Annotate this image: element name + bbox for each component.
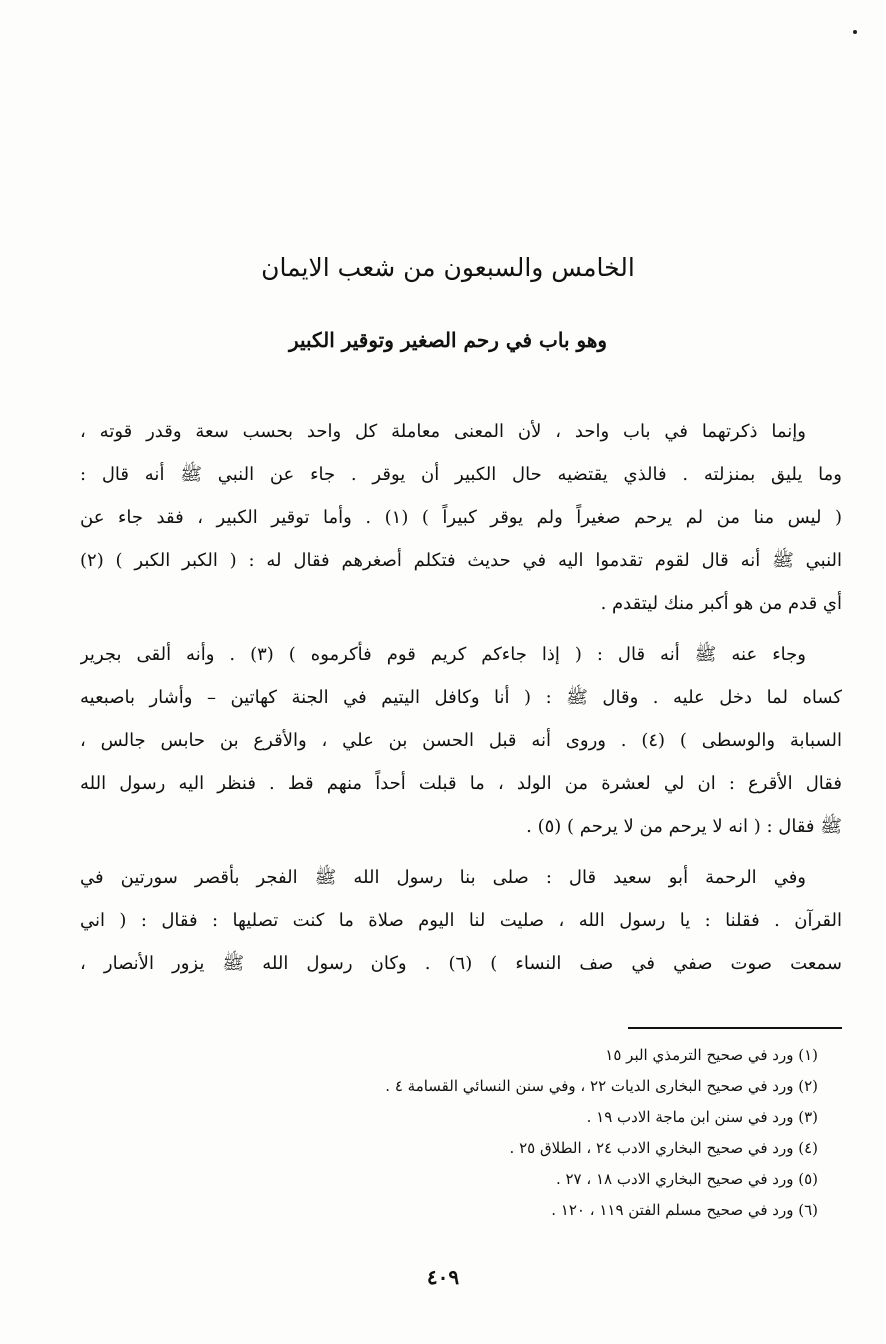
page-speck [853,30,857,34]
text-line: كساه لما دخل عليه . وقال ﷺ : ( أنا وكافل اليتيم في الجنة كهاتين – وأشار باصبعيه [80,687,842,708]
paragraph-3 [80,856,842,985]
text-line: النبي ﷺ أنه قال لقوم تقدموا اليه في حديث فتكلم أصغرهم فقال له : ( الكبر الكبر ) (٢) [80,550,842,571]
footnote: (٣) ورد في سنن ابن ماجة الادب ١٩ . [586,1108,818,1126]
text-line: أي قدم من هو أكبر منك ليتقدم . [600,593,842,614]
text-line: القرآن . فقلنا : يا رسول الله ، صليت لنا اليوم صلاة ما كنت تصليها : فقال : ( اني [80,910,842,931]
body-text [80,410,842,993]
footnotes [220,1040,818,1226]
footnote-divider [628,1027,842,1029]
text-line: ( ليس منا من لم يرحم صغيراً ولم يوقر كبيراً ) (١) . وأما توقير الكبير ، فقد جاء عن [80,507,842,528]
text-line: وإنما ذكرتهما في باب واحد ، لأن المعنى معاملة كل واحد بحسب سعة وقدر قوته ، [80,421,806,442]
text-line: ﷺ فقال : ( انه لا يرحم من لا يرحم ) (٥) . [526,816,842,837]
text-line: سمعت صوت صفي في صف النساء ) (٦) . وكان رسول الله ﷺ يزور الأنصار ، [80,953,842,974]
text-line: وفي الرحمة أبو سعيد قال : صلى بنا رسول الله ﷺ الفجر بأقصر سورتين في [80,867,806,888]
chapter-subtitle: وهو باب في رحم الصغير وتوقير الكبير [288,328,608,352]
text-line: السبابة والوسطى ) (٤) . وروى أنه قبل الحسن بن علي ، والأقرع بن حابس جالس ، [80,730,842,751]
page-number: ٤٠٩ [426,1265,460,1289]
paragraph-1 [80,410,842,625]
chapter-title: الخامس والسبعون من شعب الايمان [261,253,635,282]
footnote: (٢) ورد في صحيح البخارى الديات ٢٢ ، وفي سنن النسائي القسامة ٤ . [385,1077,818,1095]
paragraph-2 [80,633,842,848]
text-line: وما يليق بمنزلته . فالذي يقتضيه حال الكبير أن يوقر . جاء عن النبي ﷺ أنه قال : [80,464,842,485]
footnote: (١) ورد في صحيح الترمذي البر ١٥ [605,1046,818,1064]
footnote: (٦) ورد في صحيح مسلم الفتن ١١٩ ، ١٢٠ . [551,1201,818,1219]
footnote: (٥) ورد في صحيح البخاري الادب ١٨ ، ٢٧ . [555,1170,818,1188]
text-line: فقال الأقرع : ان لي لعشرة من الولد ، ما قبلت أحداً منهم قط . فنظر اليه رسول الله [80,773,842,794]
footnote: (٤) ورد في صحيح البخاري الادب ٢٤ ، الطلاق ٢٥ . [509,1139,818,1157]
text-line: وجاء عنه ﷺ أنه قال : ( إذا جاءكم كريم قوم فأكرموه ) (٣) . وأنه ألقى بجرير [80,644,806,665]
